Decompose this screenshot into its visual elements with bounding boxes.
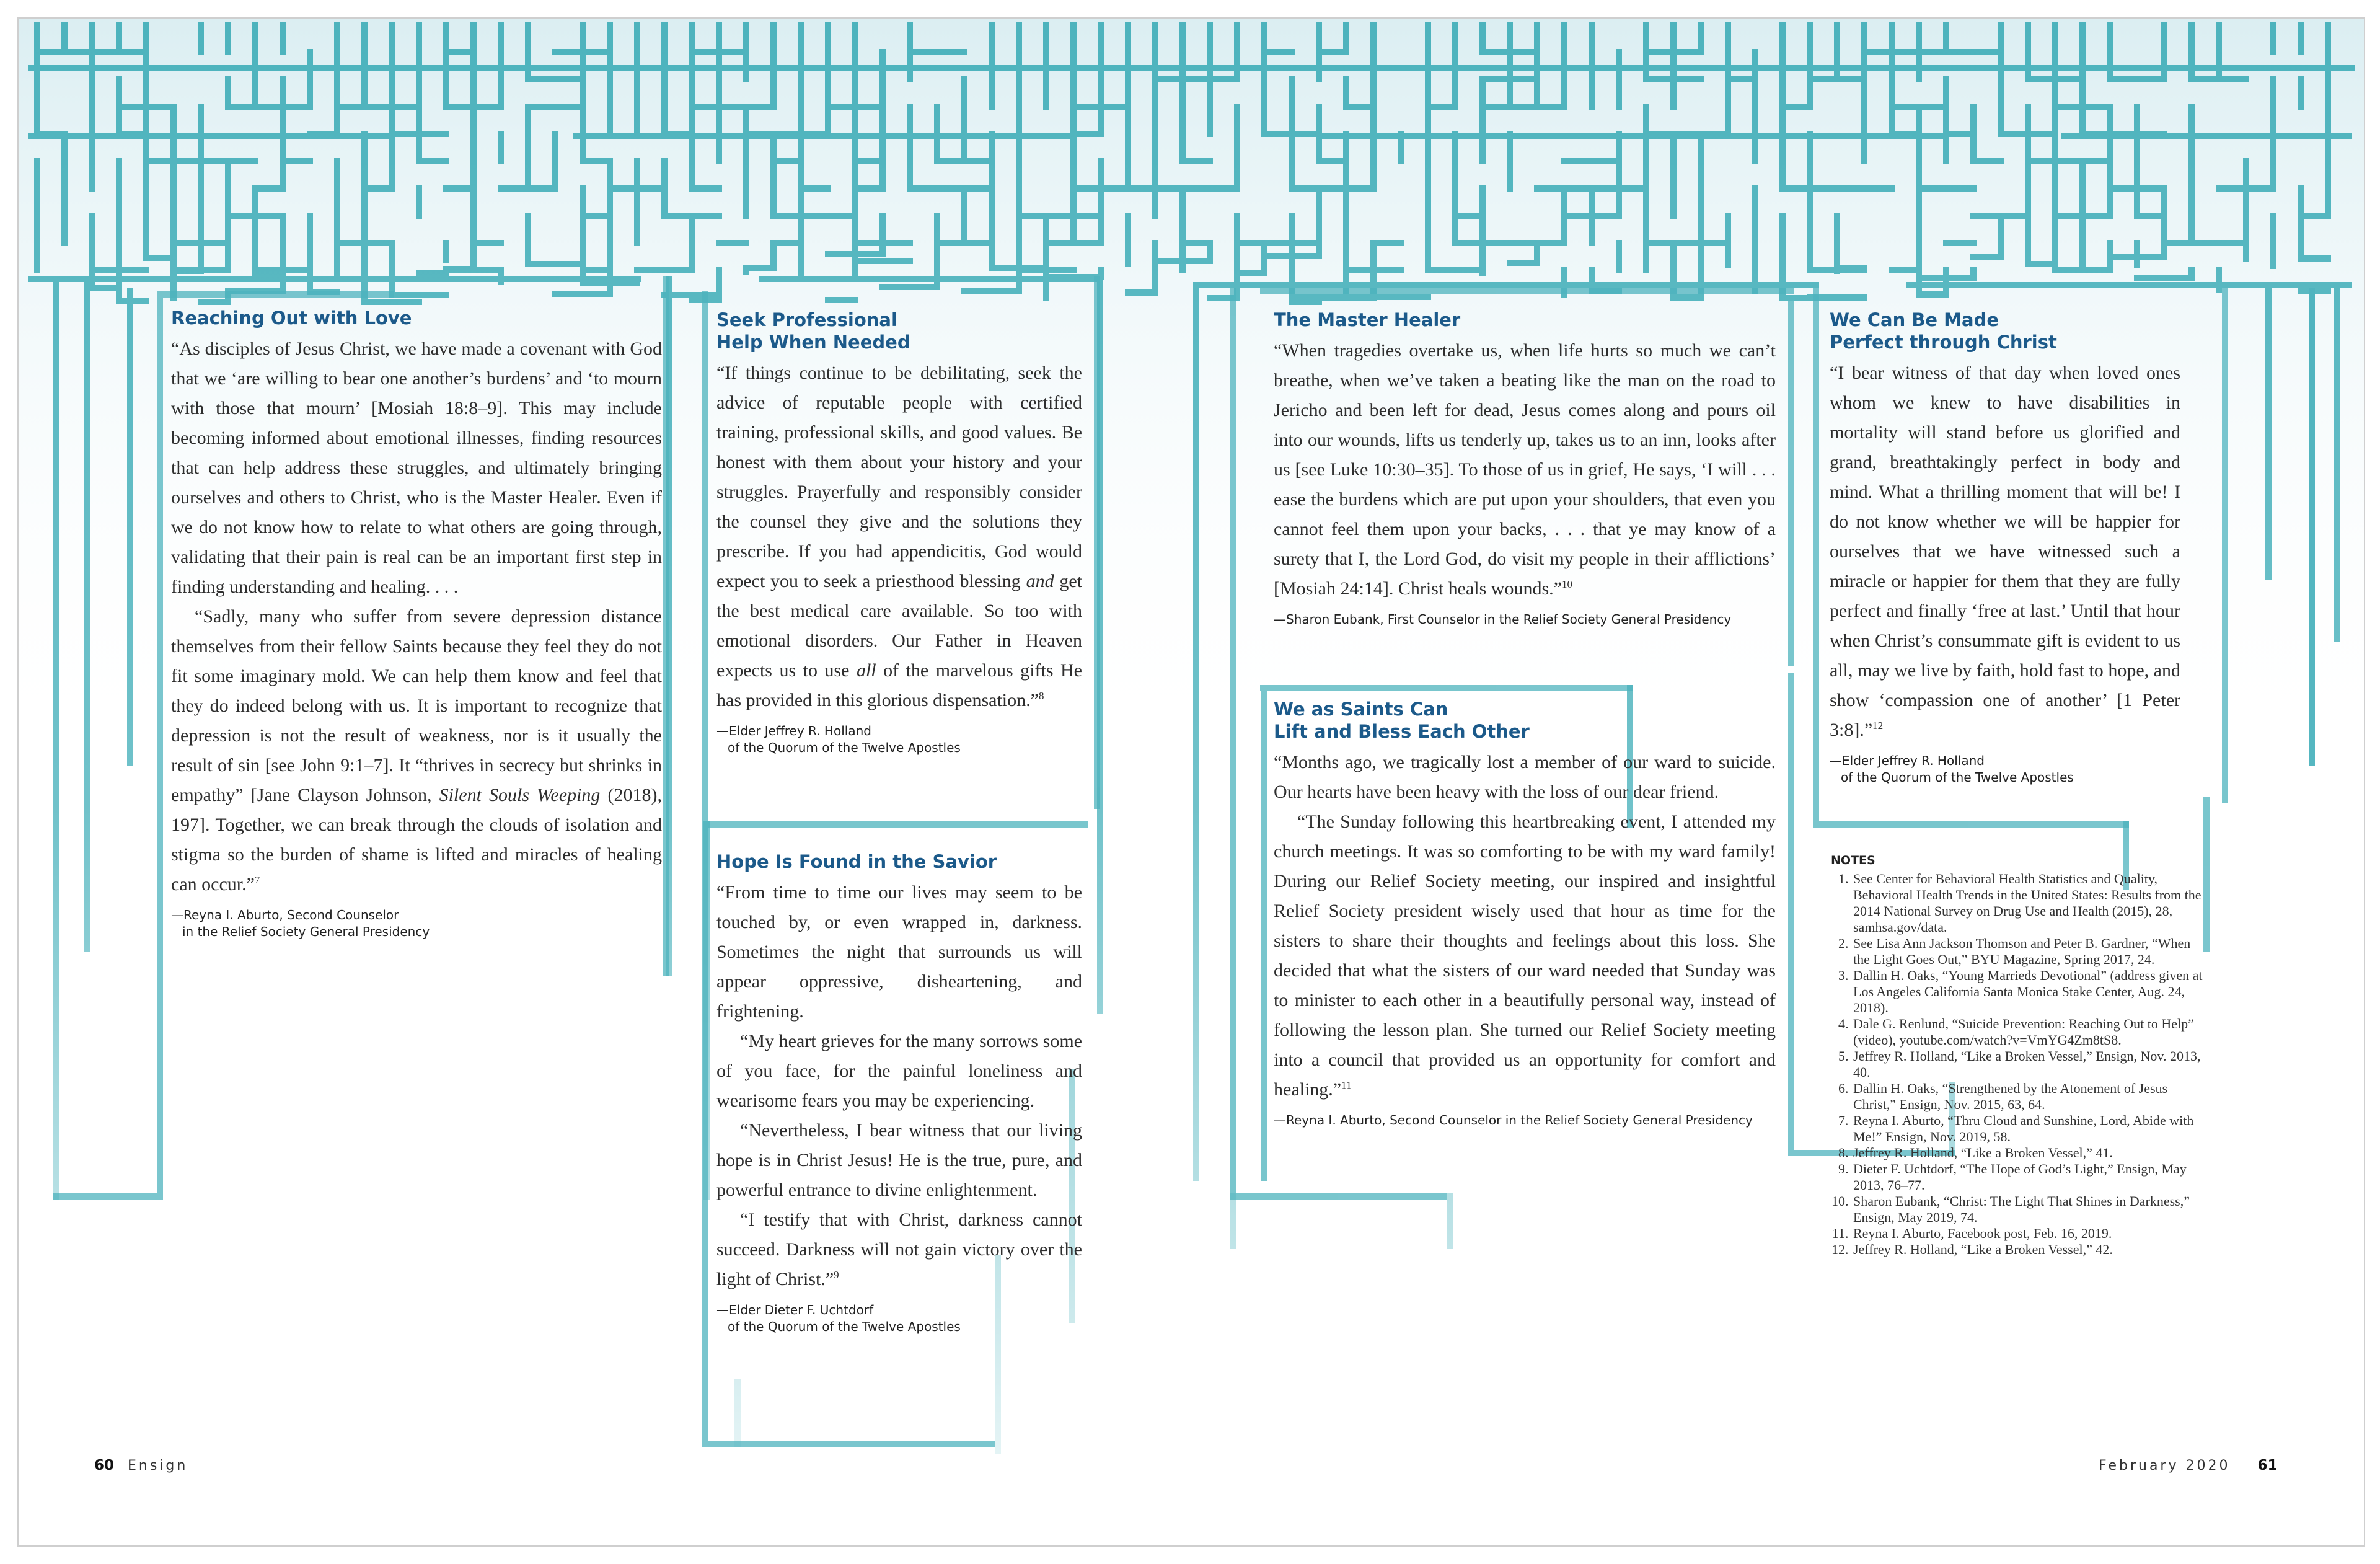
attribution xyxy=(171,907,662,940)
paragraph: “Nevertheless, I bear witness that our living hope is in Christ Jesus! He is the true, pure, and powerful entrance to divine enlightenment. xyxy=(716,1120,1082,1200)
attribution: —Elder Jeffrey R. Holland of the Quorum of the Twelve Apostles xyxy=(716,723,961,755)
text-run: (2018), 197]. Together, we can break through the clouds of isolation and stigma so the burden of shame is lifted and miracles of healing can occur.” xyxy=(171,785,662,895)
section-heading: The Master Healer xyxy=(1274,309,1461,330)
paragraph: “My heart grieves for the many sorrows some of you face, for the painful loneliness and wearisome fears you may be experiencing. xyxy=(716,1031,1082,1111)
attribution: —Sharon Eubank, First Counselor in the Relief Society General Presidency xyxy=(1274,612,1732,627)
note-item: 10. Sharon Eubank, “Christ: The Light That Shines in Darkness,” Ensign, May 2019, 74. xyxy=(1852,1193,2209,1226)
note-item: 2. See Lisa Ann Jackson Thomson and Peter B. Gardner, “When the Light Goes Out,” BYU Magazine, Spring 2017, 24. xyxy=(1852,935,2209,968)
paragraph xyxy=(171,602,662,899)
paragraph: “When tragedies overtake us, when life hurts so much we can’t breathe, when we’ve taken a beating like the man on the road to Jericho and been left for dead, Jesus comes along and pours oil into our wounds, lifts us tenderly up, takes us to an inn, looks after us [see Luke 10:30–35]. To those of us in grief, He says, ‘I will . . . ease the burdens which are put upon your shoulders, that even you cannot feel them upon your backs, . . . that ye may know of a surety that I, the Lord God, do visit my people in their afflictions’ [Mosiah 24:14]. Christ heals wounds.”$^{10}$ xyxy=(1274,340,1776,599)
note-item: 8. Jeffrey R. Holland, “Like a Broken Vessel,” 41. xyxy=(1852,1145,2209,1161)
left-folio xyxy=(94,1457,188,1473)
notes-list xyxy=(1831,871,2209,1258)
paragraph: “I bear witness of that day when loved ones whom we knew to have disabilities in mortality will stand before us glorified and grand, breathtakingly perfect in body and mind. What a thrilling moment that will be! I do not know whether we will be happier for ourselves that we have witnessed such a miracle or happier for them that they are fully perfect and finally ‘free at last.’ Until that hour when Christ’s consummate gift is evident to us all, may we live by faith, hold fast to hope, and show ‘compassion one of another’ [1 Peter 3:8].”$^{12}$ xyxy=(1830,363,2180,740)
section-heading: Seek Professional Help When Needed xyxy=(716,309,910,353)
section-heading: Hope Is Found in the Savior xyxy=(716,851,997,872)
footnote-ref: 12 xyxy=(1872,720,1884,731)
section-seek-professional-help xyxy=(716,309,1082,756)
paragraph: “The Sunday following this heartbreaking event, I attended my church meetings. It was so comforting to be with my ward family! During our Relief Society meeting, our inspired and insightful Relief Society president wisely used that hour as time for the sisters to share their thoughts and feelings about this loss. She decided that what the sisters of our ward needed that Sunday was to minister to each other in a beautifully personal way, instead of following the lesson plan. She turned our Relief Society meeting into a council that provided us an opportunity for comfort and healing.”$^{11}$ xyxy=(1274,811,1776,1100)
paragraph: “As disciples of Jesus Christ, we have made a covenant with God that we ‘are willing to bear one another’s burdens’ and ‘to mourn with those that mourn’ [Mosiah 18:8–9]. This may include becoming informed about emotional illnesses, finding resources that can help address these struggles, and ultimately bringing ourselves and others to Christ, who is the Master Healer. Even if we do not know how to relate to what others are going through, validating that their pain is real can be an important first step in finding understanding and healing. . . . xyxy=(171,338,662,597)
section-hope-is-found xyxy=(716,850,1082,1335)
attribution-title: in the Relief Society General Presidency xyxy=(182,924,430,939)
footnote-ref: 8 xyxy=(1038,690,1044,702)
note-item: 1. See Center for Behavioral Health Statistics and Quality, Behavioral Health Trends in the United States: Results from the 2014 National Survey on Drug Use and Health (2015), 28, samhsa.gov/data. xyxy=(1852,871,2209,935)
attribution: —Elder Jeffrey R. Holland of the Quorum of the Twelve Apostles xyxy=(1830,753,2074,785)
note-item: 6. Dallin H. Oaks, “Strengthened by the Atonement of Jesus Christ,” Ensign, Nov. 2015, 63, 64. xyxy=(1852,1080,2209,1113)
magazine-spread xyxy=(17,17,2365,1547)
attribution: —Reyna I. Aburto, Second Counselor in the Relief Society General Presidency xyxy=(1274,1113,1753,1128)
issue-date: February 2020 xyxy=(2099,1458,2231,1473)
paragraph: “From time to time our lives may seem to be touched by, or even wrapped in, darkness. Sometimes the night that surrounds us will appear oppressive, disheartening, and frightening. xyxy=(716,882,1082,1022)
notes-section xyxy=(1831,852,2209,1258)
notes-title: NOTES xyxy=(1831,854,1875,867)
book-title: Silent Souls Weeping xyxy=(439,785,601,805)
section-saints-lift-and-bless xyxy=(1274,698,1776,1129)
note-item: 5. Jeffrey R. Holland, “Like a Broken Vessel,” Ensign, Nov. 2013, 40. xyxy=(1852,1048,2209,1080)
page-number: 60 xyxy=(94,1457,115,1473)
section-heading: We as Saints Can Lift and Bless Each Other xyxy=(1274,699,1530,742)
section-heading: We Can Be Made Perfect through Christ xyxy=(1830,309,2057,353)
section-reaching-out-with-love xyxy=(171,307,662,940)
note-item: 12. Jeffrey R. Holland, “Like a Broken Vessel,” 42. xyxy=(1852,1242,2209,1258)
paragraph: “I testify that with Christ, darkness cannot succeed. Darkness will not gain victory over the light of Christ.”$^9$ xyxy=(716,1209,1082,1289)
section-master-healer xyxy=(1274,309,1776,628)
text-run: “Sadly, many who suffer from severe depression distance themselves from their fellow Saints because they feel they do not fit some imaginary mold. We can help them know and feel that they do indeed belong with us. It is important to recognize that depression is not the result of weakness, nor is it usually the result of sin [see John 9:1–7]. It “thrives in secrecy but shrinks in empathy” [Jane Clayson Johnson, xyxy=(171,606,662,805)
right-folio xyxy=(2099,1457,2277,1473)
note-item: 9. Dieter F. Uchtdorf, “The Hope of God’s Light,” Ensign, May 2013, 76–77. xyxy=(1852,1161,2209,1193)
footnote-ref: 10 xyxy=(1561,578,1572,590)
paragraph: “Months ago, we tragically lost a member of our ward to suicide. Our hearts have been heavy with the loss of our dear friend. xyxy=(1274,752,1776,802)
note-item: 11. Reyna I. Aburto, Facebook post, Feb. 16, 2019. xyxy=(1852,1226,2209,1242)
attribution-name: —Reyna I. Aburto, Second Counselor xyxy=(171,908,399,922)
section-made-perfect-through-christ xyxy=(1830,309,2180,786)
footnote-ref: 11 xyxy=(1341,1079,1352,1091)
note-item: 7. Reyna I. Aburto, “Thru Cloud and Sunshine, Lord, Abide with Me!” Ensign, Nov. 2019, 58. xyxy=(1852,1113,2209,1145)
note-item: 4. Dale G. Renlund, “Suicide Prevention: Reaching Out to Help” (video), youtube.com/watch?v=VmYG4Zm8tS8. xyxy=(1852,1016,2209,1048)
page-number: 61 xyxy=(2257,1457,2278,1473)
note-item: 3. Dallin H. Oaks, “Young Marrieds Devotional” (address given at Los Angeles California Santa Monica Stake Center, Aug. 24, 2018). xyxy=(1852,968,2209,1016)
magazine-name: Ensign xyxy=(128,1458,188,1473)
attribution: —Elder Dieter F. Uchtdorf of the Quorum of the Twelve Apostles xyxy=(716,1302,961,1334)
section-heading: Reaching Out with Love xyxy=(171,307,412,329)
footnote-ref: 9 xyxy=(834,1269,839,1281)
footnote-ref: 7 xyxy=(254,874,260,886)
paragraph: “If things continue to be debilitating, seek the advice of reputable people with certified training, professional skills, and good values. Be honest with them about your history and your struggles. Prayerfully and responsibly consider the counsel they give and the solutions they prescribe. If you had appendicitis, God would expect you to seek a priesthood blessing and get the best medical care available. So too with emotional disorders. Our Father in Heaven expects us to use all of the marvelous gifts He has provided in this glorious dispensation.”$^8$ xyxy=(716,363,1082,710)
